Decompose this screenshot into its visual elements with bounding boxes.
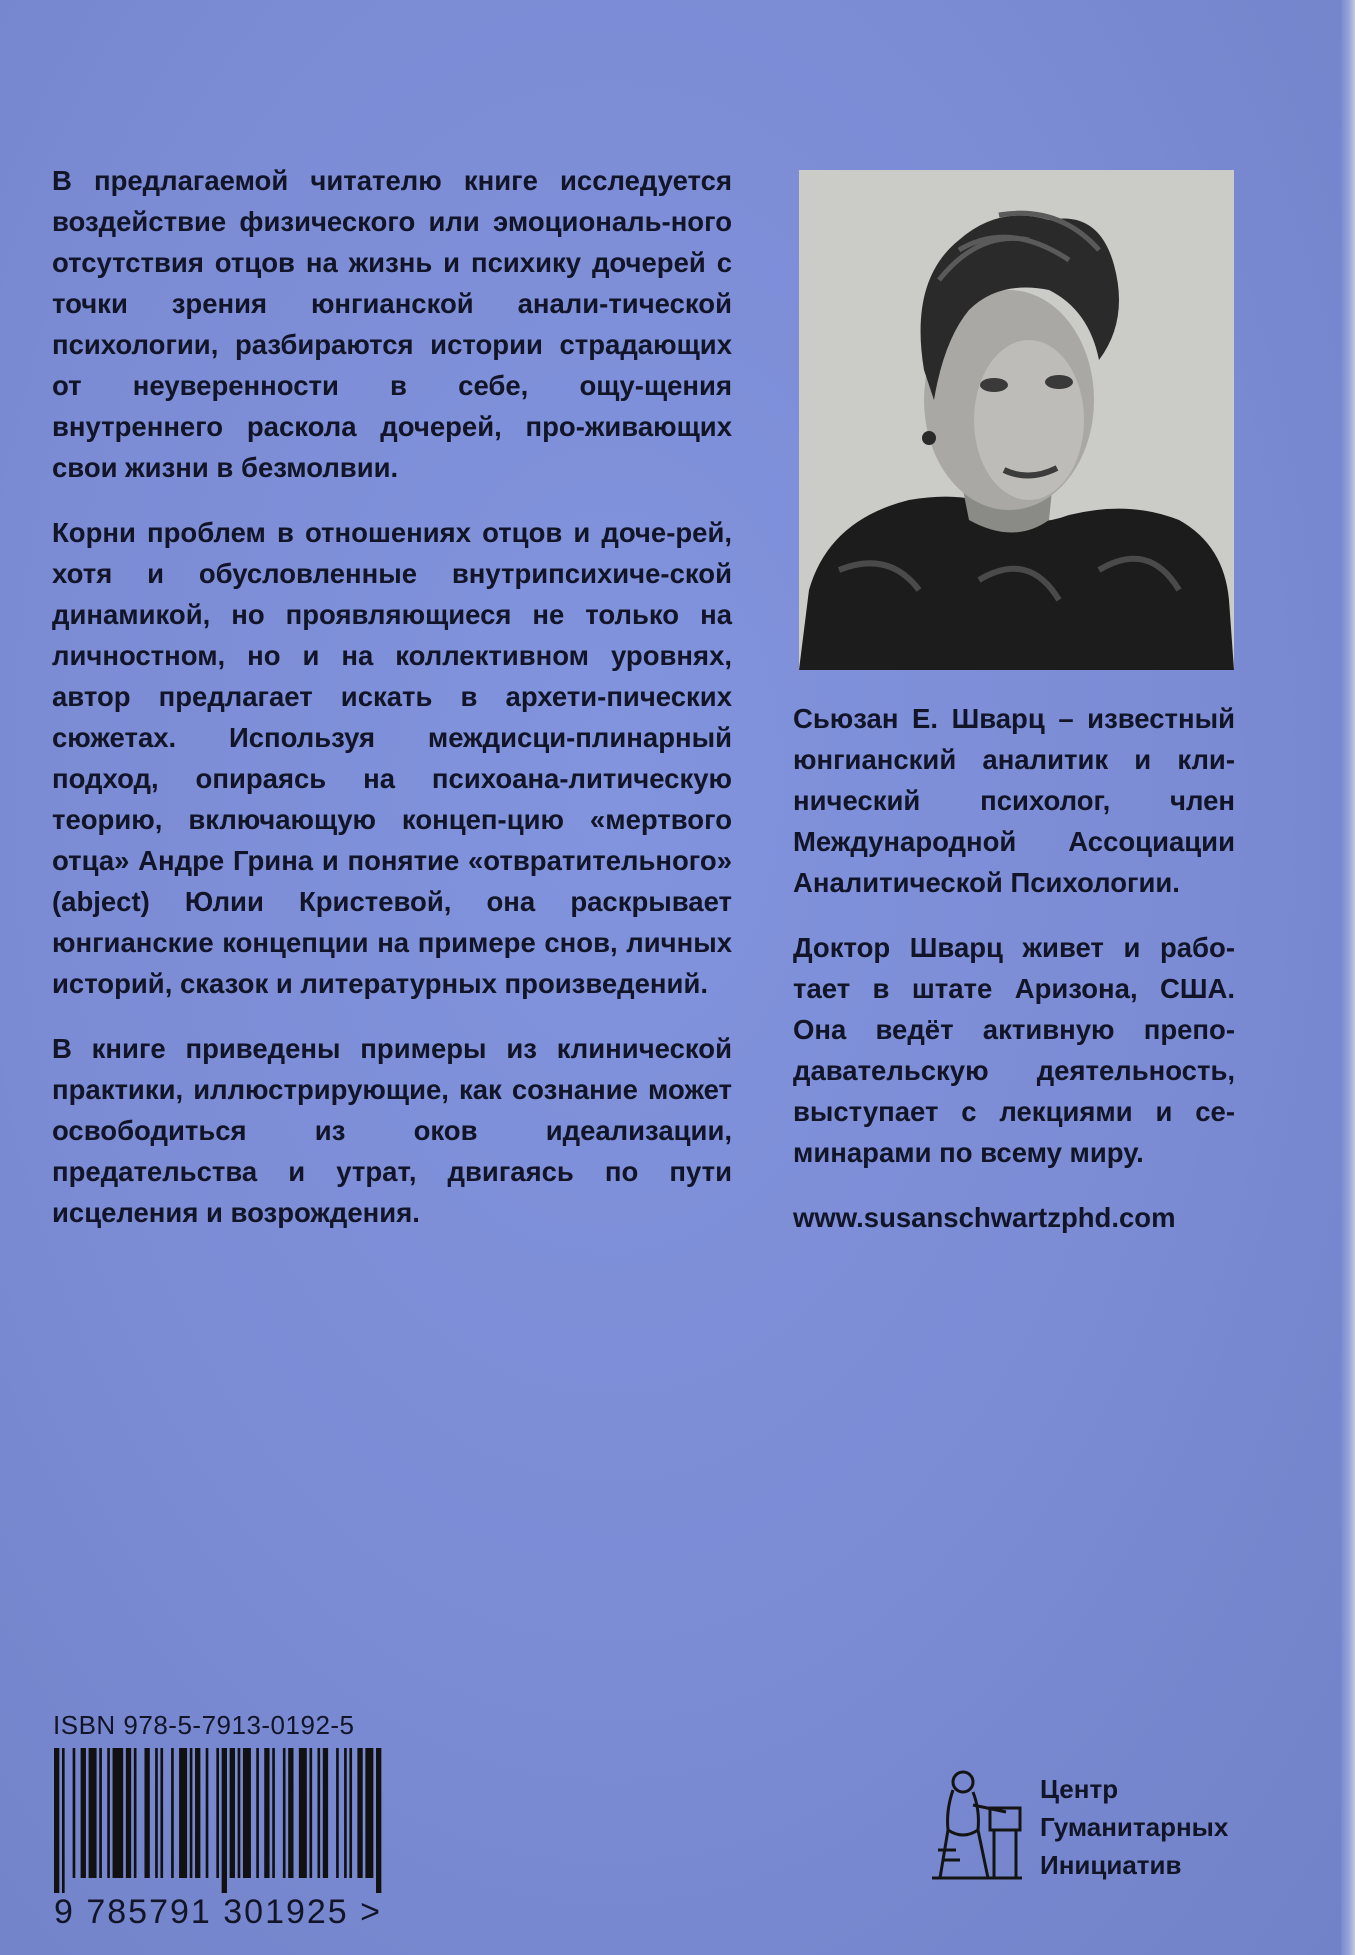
barcode-bar [89, 1748, 97, 1878]
barcode-bar [365, 1748, 373, 1878]
barcode-bar [299, 1748, 307, 1878]
barcode-bar [317, 1748, 320, 1878]
barcode-bar [62, 1748, 65, 1893]
barcode-bar [288, 1748, 293, 1878]
cover-edge [1341, 0, 1355, 1955]
barcode-bar [179, 1748, 187, 1878]
annotation-paragraph-2: Корни проблем в отношениях отцов и доче-рей, хотя и обусловленные внутрипсихиче-ской динамикой, но проявляющиеся не только на личностном, но и на коллективном уровнях, автор предлагает искать в архети-пических сюжетах. Используя междисци-плинарный подход, опираясь на психоана-литическую теорию, включающую концеп-цию «мертвого отца» Андре Грина и понятие «отвратительного» (abject) Юлии Кристевой, она раскрывает юнгианские концепции на примере снов, личных историй, сказок и литературных произведений. [52, 517, 732, 999]
ean-digits: 9 785791 301925 > [54, 1893, 383, 1931]
barcode-bar [230, 1748, 235, 1878]
author-photo [799, 170, 1234, 670]
barcode-bar [243, 1748, 251, 1878]
barcode-bar [349, 1748, 352, 1878]
publisher-line-3: Инициатив [1040, 1850, 1182, 1880]
barcode-bar [155, 1748, 158, 1878]
barcode-bar [206, 1748, 209, 1878]
barcode-bar [73, 1748, 76, 1878]
barcode-bar [99, 1748, 102, 1878]
barcode-bar [195, 1748, 200, 1878]
barcode-bar [190, 1748, 193, 1878]
barcode-bar [309, 1748, 312, 1878]
barcode-bar [134, 1748, 137, 1878]
publisher-logo-icon [918, 1760, 1028, 1890]
barcode-bar [126, 1748, 131, 1878]
barcode-bar [357, 1748, 362, 1878]
barcode-bar [54, 1748, 59, 1893]
barcode-bar [144, 1748, 149, 1878]
barcode-bar [171, 1748, 174, 1878]
author-bio-paragraph-2: Доктор Шварц живет и рабо-тает в штате Аризона, США. Она ведёт активную препо-давательскую деятельность, выступает с лекциями и се-минарами по всему миру. [793, 932, 1235, 1168]
author-bio [793, 698, 1235, 1262]
barcode-bar [222, 1748, 227, 1893]
isbn-label: ISBN 978-5-7913-0192-5 [53, 1710, 355, 1740]
barcode-bar [238, 1748, 241, 1878]
barcode-bar [216, 1748, 219, 1878]
publisher-name [1040, 1770, 1228, 1884]
barcode-bar [107, 1748, 110, 1878]
publisher-block [918, 1760, 1228, 1890]
barcode-bar [160, 1748, 163, 1878]
annotation-paragraph-1: В предлагаемой читателю книге исследуется воздействие физического или эмоциональ-ного отсутствия отцов на жизнь и психику дочерей с точки зрения юнгианской анали-тической психологии, разбираются истории страдающих от неуверенности в себе, ощу-щения внутреннего раскола дочерей, про-живающих свои жизни в безмолвии. [52, 165, 732, 483]
barcode-bar [264, 1748, 269, 1878]
barcode-bar [283, 1748, 286, 1878]
barcode-bar [376, 1748, 381, 1893]
barcode-bar [344, 1748, 347, 1878]
barcode-bar [256, 1748, 259, 1878]
barcode-bar [113, 1748, 124, 1878]
publisher-line-1: Центр [1040, 1774, 1119, 1804]
annotation-text [52, 160, 732, 1257]
barcode-bar [336, 1748, 339, 1878]
barcode-bar [272, 1748, 275, 1878]
author-website: www.susanschwartzphd.com [793, 1202, 1176, 1233]
publisher-line-2: Гуманитарных [1040, 1812, 1229, 1842]
barcode [54, 1748, 384, 1893]
annotation-paragraph-3: В книге приведены примеры из клинической практики, иллюстрирующие, как сознание может освободиться из оков идеализации, предательства и утрат, двигаясь по пути исцеления и возрождения. [52, 1033, 732, 1228]
barcode-bar [323, 1748, 328, 1878]
barcode-bar [81, 1748, 86, 1878]
author-bio-paragraph-1: Сьюзан Е. Шварц – известный юнгианский аналитик и кли-нический психолог, член Международной Ассоциации Аналитической Психологии. [793, 703, 1235, 898]
